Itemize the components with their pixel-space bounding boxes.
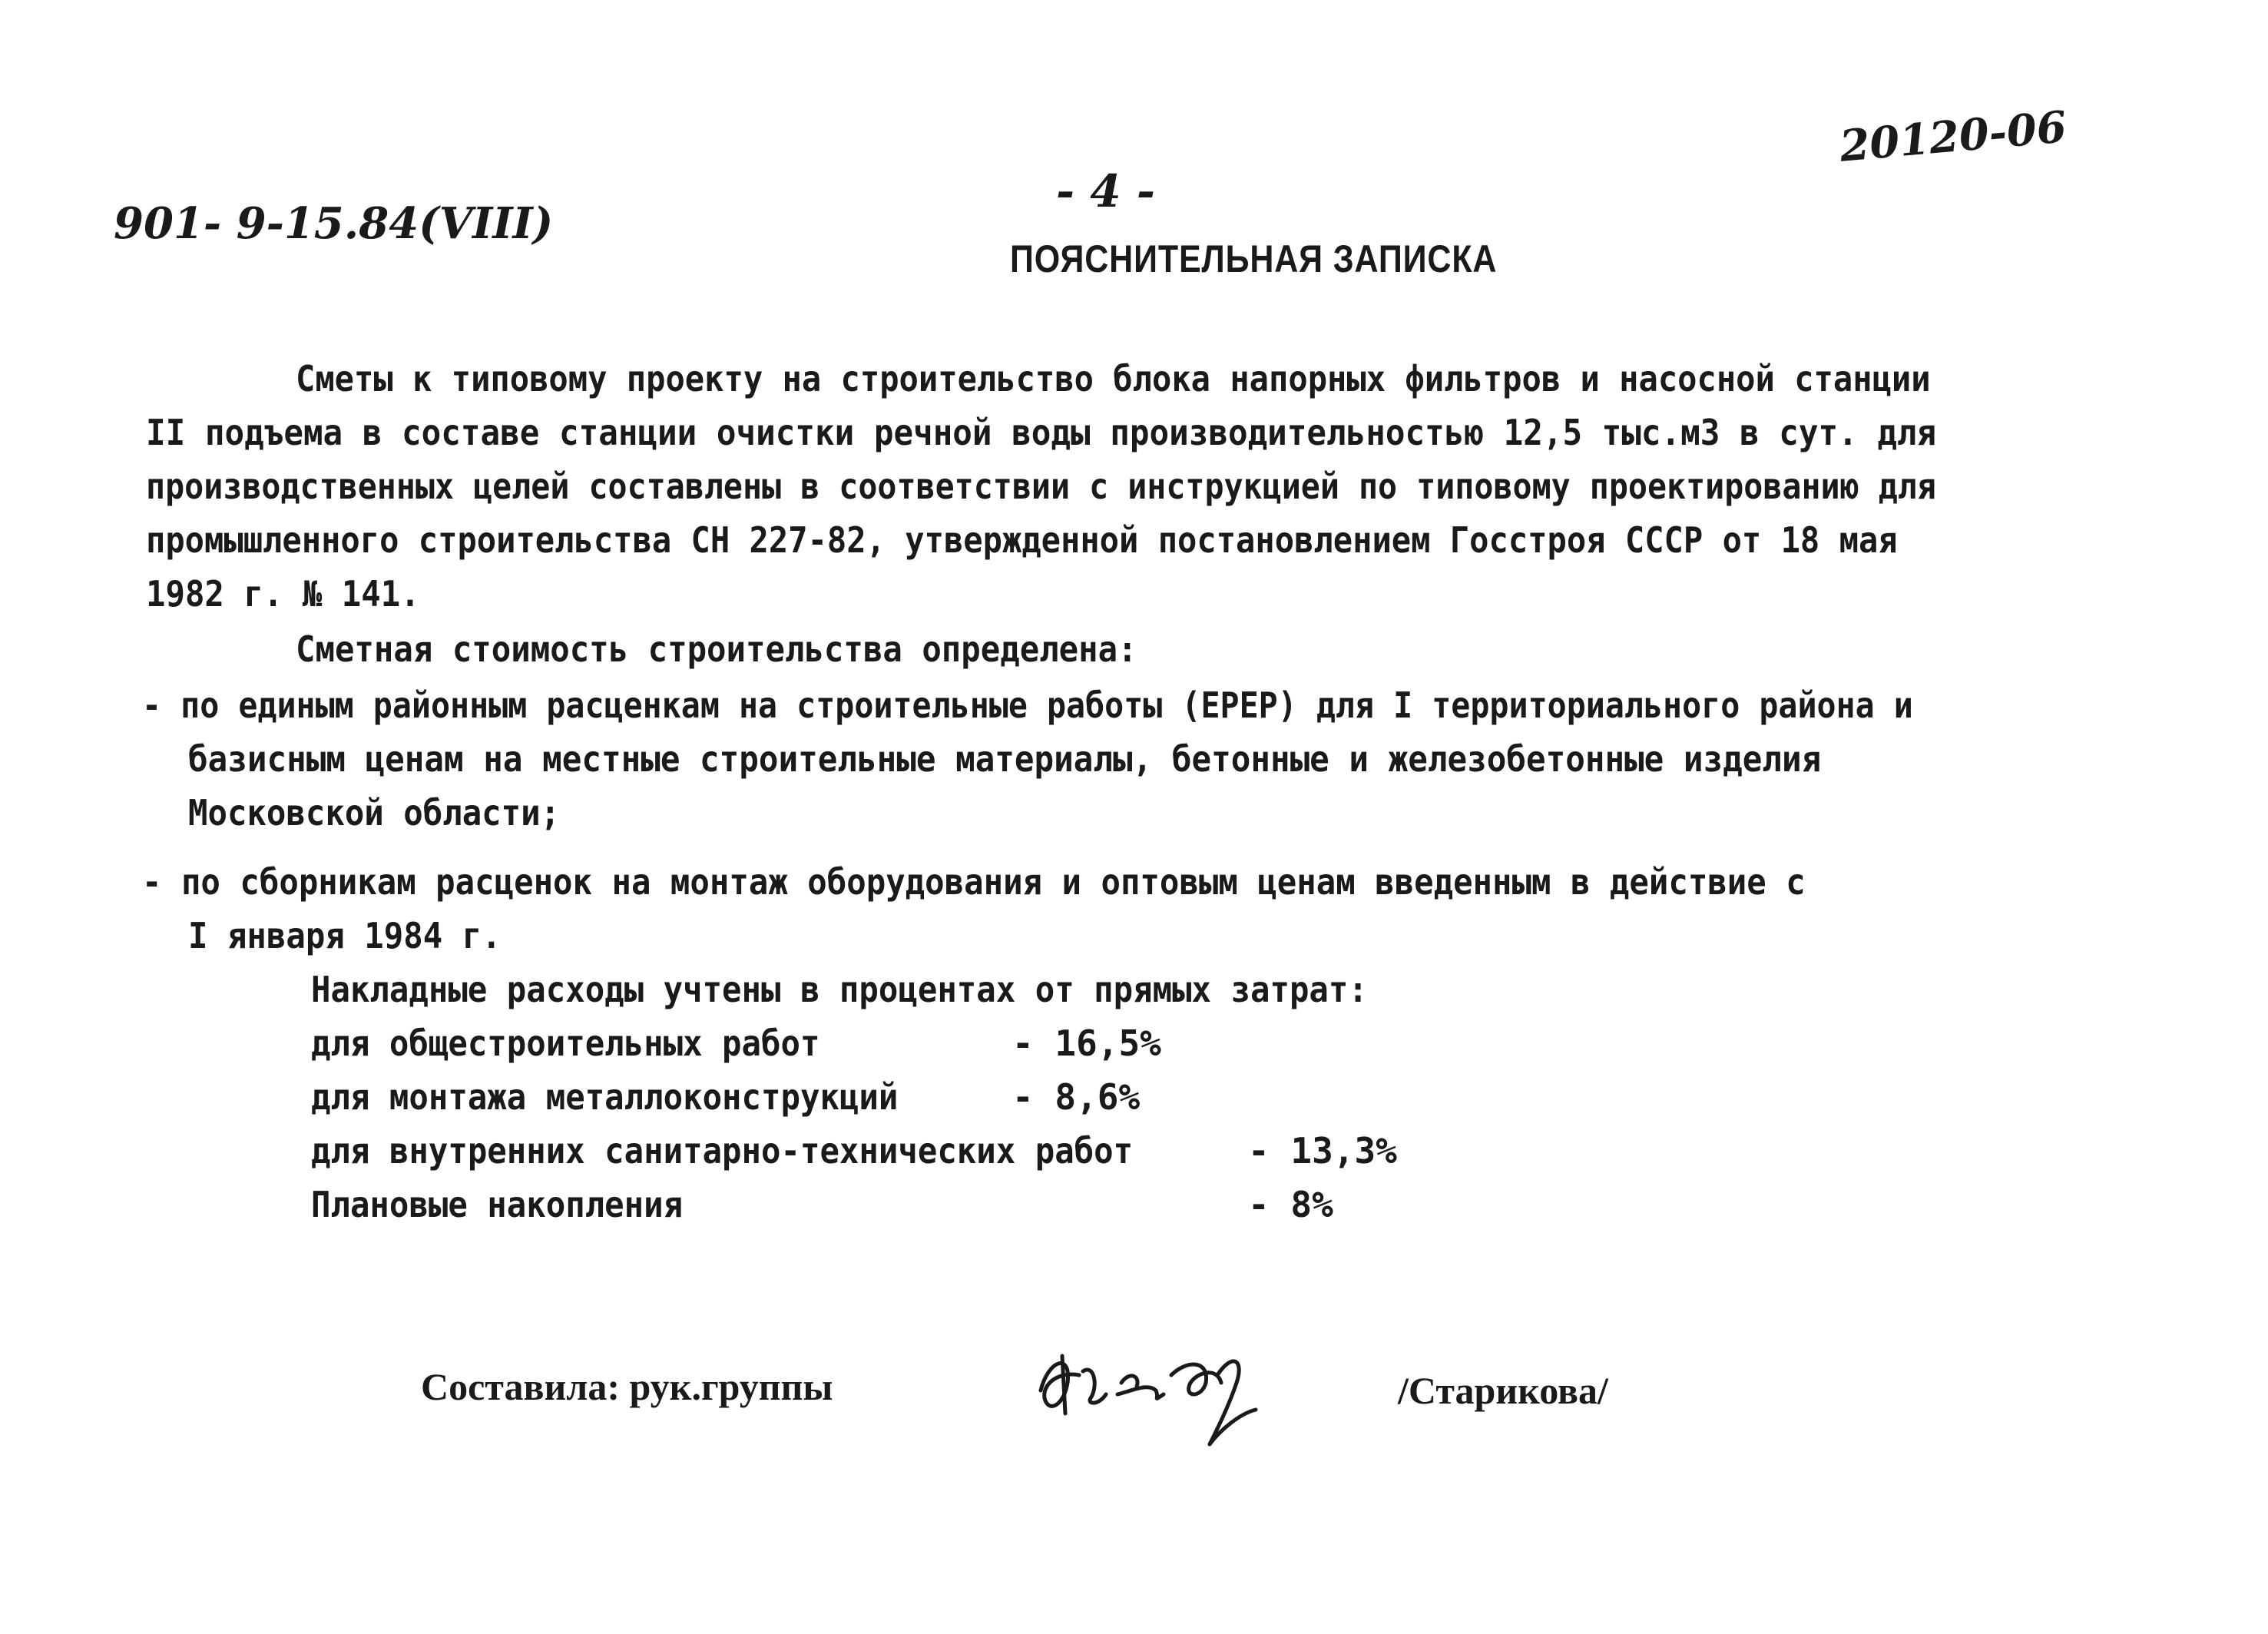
handwritten-signature <box>1025 1329 1286 1455</box>
overhead-intro: Накладные расходы учтены в процентах от прямых затрат: <box>311 969 1368 1010</box>
para1-line-4: промышленного строительства СН 227-82, утвержденной постановлением Госстроя СССР от 18 мая <box>146 519 1898 561</box>
bullet1-line-1: - по единым районным расценкам на строительные работы (ЕРЕР) для I территориального района и <box>142 684 1913 726</box>
para1-line-5: 1982 г. № 141. <box>146 573 420 615</box>
rate-value: - 13,3% <box>1248 1130 1397 1172</box>
rate-row <box>311 1130 1204 1172</box>
document-number-left: 901- 9-15.84(VIII) <box>114 198 554 249</box>
rate-row <box>311 1022 864 1064</box>
bullet1-line-3: Московской области; <box>188 792 561 834</box>
bullet2-line-1: - по сборникам расценок на монтаж оборудования и оптовым ценам введенным в действие с <box>142 861 1806 903</box>
rate-value: - 8,6% <box>1012 1076 1141 1118</box>
signature-scribble <box>1025 1329 1286 1452</box>
rate-row <box>311 1076 949 1118</box>
bullet2-line-2: I января 1984 г. <box>188 915 502 956</box>
page-title: ПОЯСНИТЕЛЬНАЯ ЗАПИСКА <box>1010 237 1498 280</box>
para1-line-2: II подъема в составе станции очистки речной воды производительностью 12,5 тыс.м3 в сут. для <box>146 412 1937 453</box>
para1-line-1: Сметы к типовому проекту на строительство блока напорных фильтров и насосной станции <box>296 358 1931 399</box>
signatory-name: /Старикова/ <box>1398 1369 1608 1412</box>
rate-label: Плановые накопления <box>311 1184 684 1225</box>
rate-value: - 8% <box>1248 1184 1333 1225</box>
rate-label: для внутренних санитарно-технических работ <box>311 1130 1134 1172</box>
page-number: - 4 - <box>1056 165 1155 217</box>
rate-row <box>311 1184 715 1225</box>
bullet1-line-2: базисным ценам на местные строительные материалы, бетонные и железобетонные изделия <box>188 738 1822 780</box>
rate-value: - 16,5% <box>1012 1022 1161 1064</box>
para1-line-3: производственных целей составлены в соответствии с инструкцией по типовому проектированию для <box>146 466 1936 507</box>
rate-label: для монтажа металлоконструкций <box>311 1076 899 1118</box>
document-number-top: 20120-06 <box>1837 101 2069 172</box>
rate-label: для общестроительных работ <box>311 1022 820 1064</box>
signature-label: Составила: рук.группы <box>421 1365 833 1408</box>
cost-intro: Сметная стоимость строительства определена: <box>296 628 1137 670</box>
